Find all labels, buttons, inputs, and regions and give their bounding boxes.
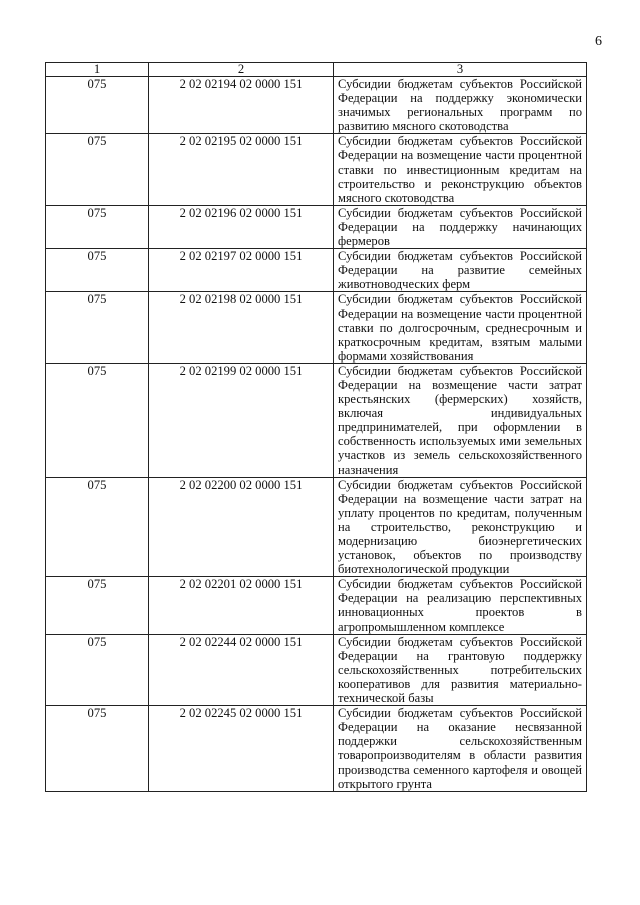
admin-code-cell: 075 <box>46 249 149 292</box>
table-row <box>46 706 587 792</box>
description-cell: Субсидии бюджетам субъектов Российской Федерации на возмещение части затрат крестьянских (фермерских) хозяйств, включая индивидуальных предпринимателей, при оформлении в собственность используемых ими земельных участков из земель сельскохозяйственного назначения <box>334 363 587 477</box>
page-number: 6 <box>595 34 602 49</box>
description-cell: Субсидии бюджетам субъектов Российской Федерации на поддержку начинающих фермеров <box>334 205 587 248</box>
admin-code-cell: 075 <box>46 577 149 634</box>
table-row <box>46 134 587 205</box>
kbk-code-cell: 2 02 02244 02 0000 151 <box>149 634 334 705</box>
description-cell: Субсидии бюджетам субъектов Российской Федерации на развитие семейных животноводческих ферм <box>334 249 587 292</box>
description-cell: Субсидии бюджетам субъектов Российской Федерации на оказание несвязанной поддержки сельскохозяйственным товаропроизводителям в области развития производства семенного картофеля и овощей открытого грунта <box>334 706 587 792</box>
description-cell: Субсидии бюджетам субъектов Российской Федерации на реализацию перспективных инновационных проектов в агропромышленном комплексе <box>334 577 587 634</box>
kbk-code-cell: 2 02 02201 02 0000 151 <box>149 577 334 634</box>
admin-code-cell: 075 <box>46 363 149 477</box>
kbk-code-cell: 2 02 02197 02 0000 151 <box>149 249 334 292</box>
kbk-code-cell: 2 02 02199 02 0000 151 <box>149 363 334 477</box>
table-row <box>46 577 587 634</box>
kbk-code-cell: 2 02 02198 02 0000 151 <box>149 292 334 363</box>
table-row <box>46 292 587 363</box>
kbk-code-cell: 2 02 02196 02 0000 151 <box>149 205 334 248</box>
table-row <box>46 477 587 577</box>
description-cell: Субсидии бюджетам субъектов Российской Федерации на возмещение части процентной ставки по долгосрочным, среднесрочным и краткосрочным кредитам, взятым малыми формами хозяйствования <box>334 292 587 363</box>
budget-classification-table <box>45 62 587 792</box>
kbk-code-cell: 2 02 02194 02 0000 151 <box>149 77 334 134</box>
kbk-code-cell: 2 02 02200 02 0000 151 <box>149 477 334 577</box>
description-cell: Субсидии бюджетам субъектов Российской Федерации на поддержку экономически значимых региональных программ по развитию мясного скотоводства <box>334 77 587 134</box>
description-cell: Субсидии бюджетам субъектов Российской Федерации на возмещение части процентной ставки по инвестиционным кредитам на строительство и реконструкцию объектов мясного скотоводства <box>334 134 587 205</box>
column-header-2: 2 <box>149 63 334 77</box>
admin-code-cell: 075 <box>46 634 149 705</box>
table-row <box>46 363 587 477</box>
kbk-code-cell: 2 02 02195 02 0000 151 <box>149 134 334 205</box>
table-header-row <box>46 63 587 77</box>
table-row <box>46 634 587 705</box>
admin-code-cell: 075 <box>46 706 149 792</box>
admin-code-cell: 075 <box>46 134 149 205</box>
description-cell: Субсидии бюджетам субъектов Российской Федерации на возмещение части затрат на уплату процентов по кредитам, полученным на строительство, реконструкцию и модернизацию биоэнергетических установок, объектов по производству биотехнологической продукции <box>334 477 587 577</box>
table-row <box>46 249 587 292</box>
kbk-code-cell: 2 02 02245 02 0000 151 <box>149 706 334 792</box>
admin-code-cell: 075 <box>46 292 149 363</box>
admin-code-cell: 075 <box>46 205 149 248</box>
admin-code-cell: 075 <box>46 477 149 577</box>
admin-code-cell: 075 <box>46 77 149 134</box>
column-header-1: 1 <box>46 63 149 77</box>
table-row <box>46 77 587 134</box>
description-cell: Субсидии бюджетам субъектов Российской Федерации на грантовую поддержку сельскохозяйственных потребительских кооперативов для развития материально-технической базы <box>334 634 587 705</box>
table-row <box>46 205 587 248</box>
column-header-3: 3 <box>334 63 587 77</box>
